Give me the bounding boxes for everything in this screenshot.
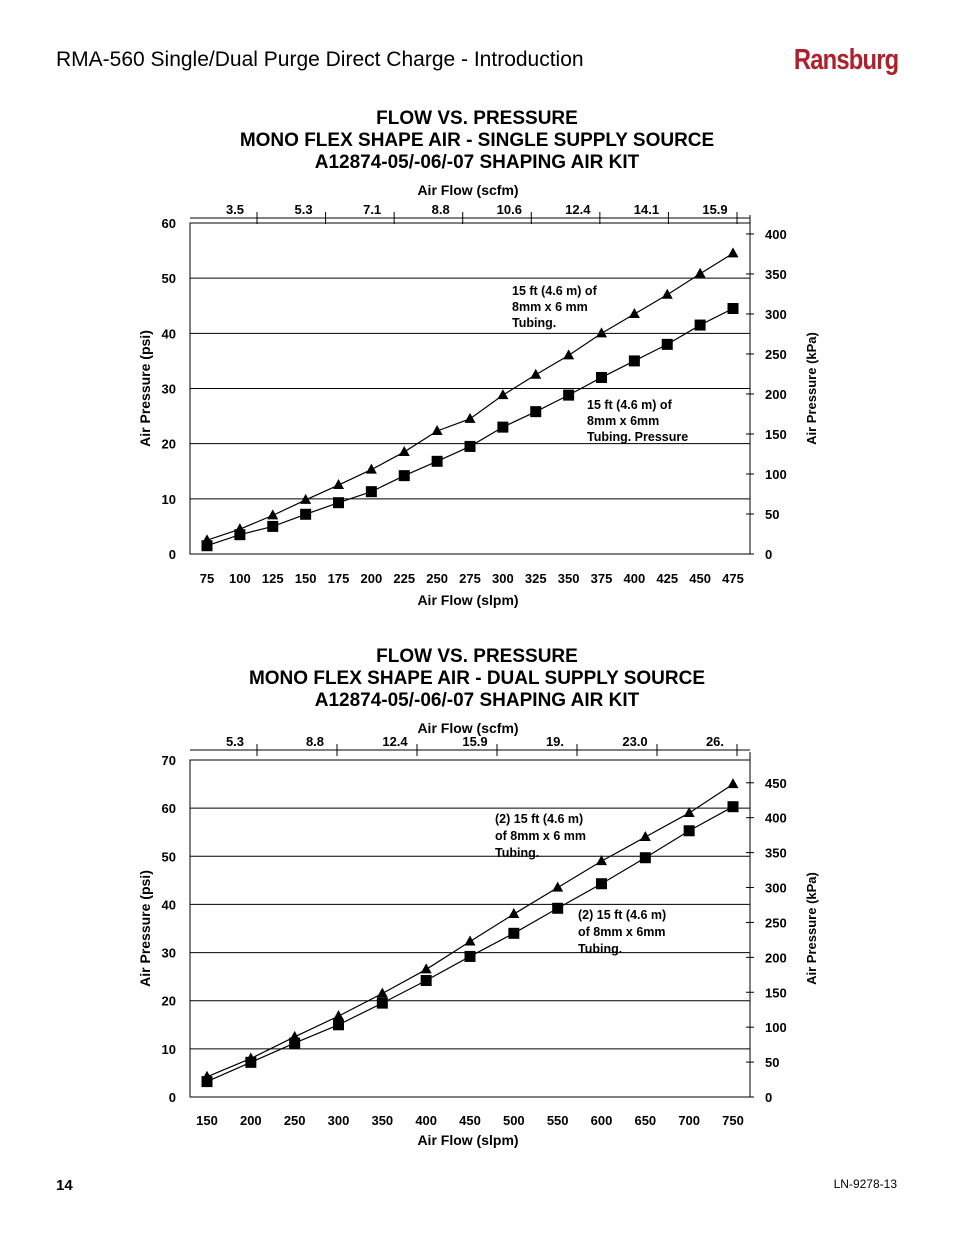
data-point-triangle	[629, 308, 640, 318]
series-annotation: Tubing.	[578, 942, 623, 956]
data-point-triangle	[596, 327, 607, 337]
chart-title-line: FLOW VS. PRESSURE	[376, 646, 578, 667]
data-point-triangle	[333, 1010, 344, 1020]
x2-tick-label: 3.5	[225, 202, 245, 217]
x-tick-label: 600	[590, 1113, 613, 1128]
y2-tick-label: 100	[765, 1020, 787, 1036]
data-point-square	[563, 390, 574, 401]
data-point-triangle	[465, 413, 476, 423]
y-tick-label: 30	[161, 945, 176, 961]
x-tick-label: 550	[546, 1113, 569, 1128]
data-point-square	[399, 470, 410, 481]
data-point-square	[432, 456, 443, 467]
x-tick-label: 250	[426, 571, 448, 586]
data-point-square	[465, 441, 476, 452]
x2-tick-label: 15.9	[462, 734, 488, 749]
y-tick-label: 40	[161, 897, 176, 913]
x-tick-label: 350	[371, 1113, 394, 1128]
series-annotation: 15 ft (4.6 m) of	[587, 398, 672, 412]
data-point-triangle	[333, 479, 344, 489]
data-point-triangle	[552, 882, 563, 892]
y-tick-label: 70	[161, 753, 176, 768]
series-annotation: 8mm x 6 mm	[512, 300, 588, 314]
y2-tick-label: 400	[765, 226, 787, 242]
x2-tick-label: 12.4	[382, 734, 408, 749]
y2-tick-label: 150	[765, 426, 787, 442]
x-tick-label: 300	[492, 571, 514, 586]
x2-tick-label: 5.3	[225, 734, 245, 749]
x-tick-label: 175	[327, 571, 350, 586]
y-tick-label: 50	[161, 271, 176, 287]
data-point-square	[508, 928, 519, 939]
data-point-triangle	[530, 369, 541, 379]
x-tick-label: 225	[393, 571, 416, 586]
chart-title-line: A12874-05/-06/-07 SHAPING AIR KIT	[314, 152, 640, 173]
x2-tick-label: 12.4	[565, 202, 591, 217]
data-point-triangle	[497, 389, 508, 399]
data-point-square	[333, 497, 344, 508]
y-tick-label: 20	[161, 993, 176, 1009]
x-tick-label: 375	[590, 571, 613, 586]
flow-pressure-chart-dual	[0, 715, 954, 1155]
x-tick-label: 325	[524, 571, 547, 586]
y-tick-label: 40	[161, 326, 176, 342]
x-tick-label: 275	[459, 571, 481, 586]
x-tick-label: 450	[459, 1113, 481, 1128]
data-point-triangle	[366, 464, 377, 474]
data-point-square	[662, 339, 673, 350]
data-point-square	[596, 878, 607, 889]
y2-tick-label: 350	[765, 266, 787, 282]
chart-title-line: MONO FLEX SHAPE AIR - DUAL SUPPLY SOURCE	[248, 668, 706, 689]
x-tick-label: 150	[294, 571, 317, 586]
x-tick-label: 450	[689, 571, 711, 586]
data-point-square	[421, 975, 432, 986]
x-axis-label: Air Flow (slpm)	[417, 1132, 519, 1148]
series-annotation: Tubing.	[512, 316, 557, 330]
data-point-triangle	[399, 446, 410, 456]
data-point-square	[267, 521, 278, 532]
data-point-triangle	[508, 908, 519, 918]
y-tick-label: 50	[161, 849, 176, 865]
y-axis-label: Air Pressure (psi)	[137, 870, 153, 987]
chart-title-line: A12874-05/-06/-07 SHAPING AIR KIT	[314, 690, 640, 711]
data-point-square	[202, 1076, 213, 1087]
y2-tick-label: 250	[765, 346, 787, 362]
x-tick-label: 75	[199, 571, 215, 586]
data-point-square	[333, 1019, 344, 1030]
data-point-square	[552, 903, 563, 914]
series-annotation: (2) 15 ft (4.6 m)	[495, 812, 584, 826]
data-point-triangle	[377, 987, 388, 997]
x2-tick-label: 26.	[705, 734, 725, 749]
data-point-square	[202, 540, 213, 551]
y-axis-label: Air Pressure (psi)	[137, 330, 153, 447]
x-tick-label: 350	[557, 571, 580, 586]
series-annotation: 15 ft (4.6 m) of	[512, 284, 597, 298]
y-tick-label: 0	[168, 547, 176, 562]
x2-tick-label: 15.9	[702, 202, 728, 217]
series-annotation: of 8mm x 6 mm	[495, 829, 587, 843]
brand-logo: Ransburg	[793, 44, 898, 76]
y2-tick-label: 200	[765, 386, 787, 402]
chart-title-line: MONO FLEX SHAPE AIR - SINGLE SUPPLY SOURCE	[239, 130, 715, 151]
y2-axis-label: Air Pressure (kPa)	[804, 332, 819, 445]
x-tick-label: 200	[239, 1113, 262, 1128]
x-tick-label: 475	[722, 571, 744, 586]
y2-tick-label: 0	[765, 1090, 773, 1105]
x2-tick-label: 7.1	[363, 202, 382, 217]
page-header-title: RMA-560 Single/Dual Purge Direct Charge - Introduction	[56, 48, 584, 71]
data-point-triangle	[728, 778, 739, 788]
series-annotation: 8mm x 6mm	[587, 414, 660, 428]
data-point-square	[728, 801, 739, 812]
data-point-triangle	[267, 509, 278, 519]
series-annotation: Tubing. Pressure	[587, 430, 689, 444]
series-line	[207, 253, 733, 540]
data-point-square	[530, 406, 541, 417]
x-tick-label: 200	[360, 571, 383, 586]
data-point-square	[465, 951, 476, 962]
y2-tick-label: 100	[765, 466, 787, 482]
x-tick-label: 700	[678, 1113, 701, 1128]
doc-number: LN-9278-13	[833, 1177, 897, 1191]
flow-pressure-chart-single	[0, 175, 954, 615]
y2-axis-label: Air Pressure (kPa)	[804, 872, 819, 985]
data-point-triangle	[728, 247, 739, 257]
x2-tick-label: 23.0	[622, 734, 648, 749]
data-point-triangle	[465, 935, 476, 945]
x2-tick-label: 19.	[545, 734, 565, 749]
data-point-square	[629, 355, 640, 366]
y2-tick-label: 300	[765, 306, 787, 322]
data-point-triangle	[662, 289, 673, 299]
data-point-square	[245, 1057, 256, 1068]
y-tick-label: 60	[161, 216, 176, 231]
data-point-square	[640, 852, 651, 863]
y-tick-label: 60	[161, 801, 176, 817]
y2-tick-label: 200	[765, 950, 787, 966]
data-point-square	[377, 998, 388, 1009]
x-tick-label: 650	[634, 1113, 657, 1128]
x2-tick-label: 5.3	[294, 202, 313, 217]
y-tick-label: 10	[161, 491, 176, 507]
y-tick-label: 0	[168, 1090, 176, 1105]
y2-tick-label: 400	[765, 810, 787, 826]
data-point-square	[695, 320, 706, 331]
data-point-triangle	[421, 963, 432, 973]
page-number: 14	[56, 1177, 73, 1194]
x2-tick-label: 10.6	[496, 202, 522, 217]
chart-title	[0, 646, 954, 712]
y-tick-label: 10	[161, 1041, 176, 1057]
x-tick-label: 425	[656, 571, 679, 586]
y2-tick-label: 0	[765, 547, 773, 562]
x-tick-label: 125	[261, 571, 284, 586]
y2-tick-label: 450	[765, 775, 787, 791]
chart-title	[0, 108, 954, 174]
data-point-square	[684, 825, 695, 836]
data-point-square	[366, 486, 377, 497]
x2-tick-label: 8.8	[431, 202, 450, 217]
x-tick-label: 400	[623, 571, 646, 586]
y2-tick-label: 50	[765, 506, 780, 522]
series-annotation: (2) 15 ft (4.6 m)	[578, 908, 667, 922]
data-point-triangle	[640, 831, 651, 841]
y-tick-label: 30	[161, 381, 176, 397]
x2-axis-label: Air Flow (scfm)	[417, 182, 519, 198]
y2-tick-label: 300	[765, 880, 787, 896]
series-annotation: of 8mm x 6mm	[578, 925, 666, 939]
x-tick-label: 150	[196, 1113, 218, 1128]
data-point-square	[728, 303, 739, 314]
x-axis-label: Air Flow (slpm)	[417, 592, 519, 608]
data-point-square	[497, 422, 508, 433]
data-point-triangle	[695, 268, 706, 278]
x-tick-label: 500	[502, 1113, 525, 1128]
data-point-triangle	[563, 349, 574, 359]
x-tick-label: 250	[283, 1113, 306, 1128]
y2-tick-label: 150	[765, 985, 787, 1001]
x-tick-label: 100	[229, 571, 251, 586]
x-tick-label: 750	[722, 1113, 744, 1128]
x2-tick-label: 8.8	[305, 734, 325, 749]
series-annotation: Tubing.	[495, 846, 540, 860]
x2-axis-label: Air Flow (scfm)	[417, 720, 519, 736]
x2-tick-label: 14.1	[633, 202, 660, 217]
data-point-square	[300, 509, 311, 520]
y2-tick-label: 250	[765, 915, 787, 931]
x-tick-label: 400	[415, 1113, 438, 1128]
data-point-square	[289, 1038, 300, 1049]
x-tick-label: 300	[327, 1113, 350, 1128]
y2-tick-label: 350	[765, 845, 787, 861]
chart-title-line: FLOW VS. PRESSURE	[376, 108, 578, 129]
data-point-square	[234, 529, 245, 540]
y2-tick-label: 50	[765, 1055, 780, 1071]
data-point-square	[596, 372, 607, 383]
y-tick-label: 20	[161, 436, 176, 452]
